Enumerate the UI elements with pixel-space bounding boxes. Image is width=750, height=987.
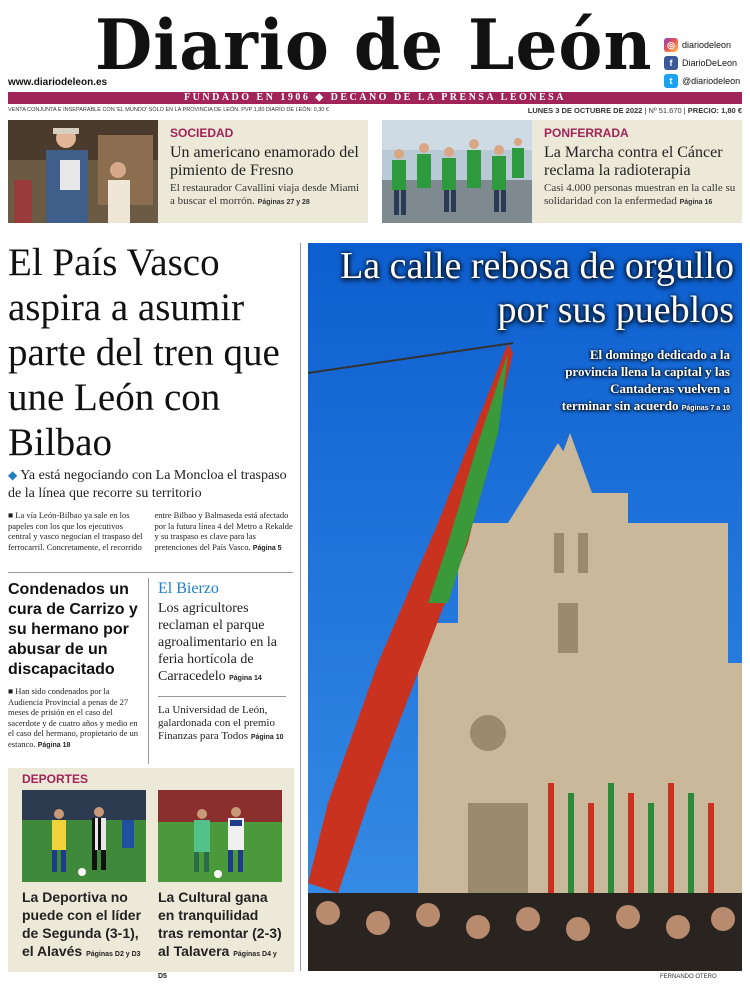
diamond-bullet-icon: ◆ <box>8 468 18 482</box>
social-facebook-label: DiarioDeLeon <box>682 58 738 68</box>
carrizo-body-text: Han sido condenados por la Audiencia Provincial a penas de 27 meses de prisión en el caso del sacerdote y de cuatro años y medio en el caso del hermano, propietario de un estanco. <box>8 686 139 749</box>
lead-body-col-1: ■ La vía León-Bilbao ya sale en los papeles con los que los ejecutivos central y vasco negocian el traspaso del ferrocarril. Concretamente, el recorrido <box>8 510 143 552</box>
bierzo-headline[interactable] <box>158 600 286 687</box>
universidad-pages: Página 10 <box>250 734 284 741</box>
cultural-pages: Páginas D4 y D5 <box>158 951 277 980</box>
bierzo-headline-text: Los agricultores reclaman el parque agroalimentario en la feria hortícola de Carracedelo <box>158 601 277 684</box>
lead-pages: Página 5 <box>252 544 282 552</box>
issue-price: PRECIO: 1,80 € <box>687 106 742 115</box>
teaser-ponferrada-photo <box>382 120 532 223</box>
divider <box>158 696 286 697</box>
lead-body-col-2 <box>155 510 294 554</box>
cultural-headline-text: La Cultural gana en tranquilidad tras remontar (2-3) al Talavera <box>158 889 282 959</box>
carrizo-body: ■ Han sido condenados por la Audiencia Provincial a penas de 27 meses de prisión en el caso del sacerdote y de cuatro años y medio en el caso del hermano, propietario de un estanco. Página 18 <box>8 686 139 749</box>
universidad-headline[interactable] <box>158 704 286 744</box>
newspaper-logo: Diario de León <box>95 4 653 86</box>
bierzo-section: El Bierzo <box>158 580 219 597</box>
teaser-ponferrada-text <box>544 126 740 209</box>
sale-info: VENTA CONJUNTA E INSEPARABLE CON 'EL MUNDO' SÓLO EN LA PROVINCIA DE LEÓN. PVP 1,80 DIARIO DE LEÓN: 0,30 € <box>8 107 329 113</box>
teaser-section: PONFERRADA <box>544 126 629 140</box>
deportiva-headline-text: La Deportiva no puede con el líder de Segunda (3-1), el Alavés <box>22 889 142 959</box>
universidad-headline-text: La Universidad de León, galardonada con el premio Finanzas para Todos <box>158 704 275 742</box>
divider <box>148 578 149 764</box>
social-twitter-label: @diariodeleon <box>682 76 741 86</box>
cultural-headline[interactable] <box>158 888 284 986</box>
info-line <box>8 106 742 116</box>
date-issue-price: LUNES 3 DE OCTUBRE DE 2022 | Nº 51.670 | PRECIO: 1,80 € <box>527 106 742 115</box>
teaser-subhead <box>170 182 366 209</box>
social-instagram-label: diariodeleon <box>682 40 732 50</box>
divider <box>300 243 301 971</box>
photo-credit: FERNANDO OTERO <box>660 974 717 980</box>
teaser-sociedad-text <box>170 126 366 209</box>
carrizo-pages: Página 18 <box>37 741 71 749</box>
instagram-icon: ◎ <box>664 38 678 52</box>
teaser-sociedad[interactable] <box>8 120 368 223</box>
teaser-subhead-text: El restaurador Cavallini viaja desde Miami a buscar el morrón. <box>170 182 360 207</box>
teaser-section: SOCIEDAD <box>170 126 234 140</box>
issue-number: Nº 51.670 <box>648 106 682 115</box>
divider <box>8 572 293 573</box>
lead-body-col-2-text: entre Bilbao y Balmaseda está afectado por la futura línea 4 del Metro a Rekalde y su traspaso es clave para las pretenciones del País Vasco. <box>154 510 293 552</box>
deportiva-pages: Páginas D2 y D3 <box>86 951 141 958</box>
teaser-subhead-text: Casi 4.000 personas muestran en la calle su solidaridad con la enfermedad <box>544 182 736 207</box>
lead-headline[interactable]: El País Vasco aspira a asumir parte del tren que une León con Bilbao <box>8 241 280 464</box>
social-instagram[interactable] <box>664 36 748 54</box>
lead-deck-text: Ya está negociando con La Moncloa el traspaso de la línea que recorre su territorio <box>8 468 287 501</box>
teaser-headline: Un americano enamorado del pimiento de Fresno <box>170 144 359 179</box>
photo-pages: Páginas 7 a 10 <box>681 405 730 412</box>
twitter-icon: t <box>664 74 678 88</box>
lead-body-col-1-text: La vía León-Bilbao ya sale en los papeles con los que los ejecutivos central y vasco negocian el traspaso del ferrocarril. Concretamente, el recorrido <box>8 510 143 552</box>
social-twitter[interactable] <box>664 72 748 90</box>
teaser-subhead <box>544 182 740 209</box>
deportiva-photo <box>22 790 146 882</box>
photo-deck <box>560 346 730 417</box>
sports-box <box>8 768 294 980</box>
tagline-bar: FUNDADO EN 1906 ◆ DECANO DE LA PRENSA LEONESA <box>8 92 742 104</box>
photo-deck-text: El domingo dedicado a la provincia llena la capital y las Cantaderas vuelven a terminar sin acuerdo <box>561 347 730 413</box>
social-facebook[interactable] <box>664 54 748 72</box>
carrizo-headline[interactable]: Condenados un cura de Carrizo y su hermano por abusar de un discapacitado <box>8 581 138 678</box>
social-links <box>664 36 748 90</box>
deportiva-headline[interactable] <box>22 888 148 964</box>
masthead <box>0 0 750 118</box>
teaser-headline: La Marcha contra el Cáncer reclama la radioterapia <box>544 144 723 179</box>
teaser-ponferrada[interactable] <box>382 120 742 223</box>
lead-deck <box>8 466 293 503</box>
photo-headline[interactable]: La calle rebosa de orgullo por sus pueblos <box>340 245 734 331</box>
teaser-pages: Páginas 27 y 28 <box>257 199 310 206</box>
facebook-icon: f <box>664 56 678 70</box>
teaser-pages: Página 16 <box>679 199 713 206</box>
teaser-sociedad-photo <box>8 120 158 223</box>
cultural-photo <box>158 790 282 882</box>
sports-section: DEPORTES <box>22 772 89 786</box>
website-link[interactable]: www.diariodeleon.es <box>8 77 108 88</box>
bierzo-pages: Página 14 <box>229 675 262 682</box>
issue-date: LUNES 3 DE OCTUBRE DE 2022 <box>527 106 643 115</box>
lead-body <box>8 510 293 554</box>
